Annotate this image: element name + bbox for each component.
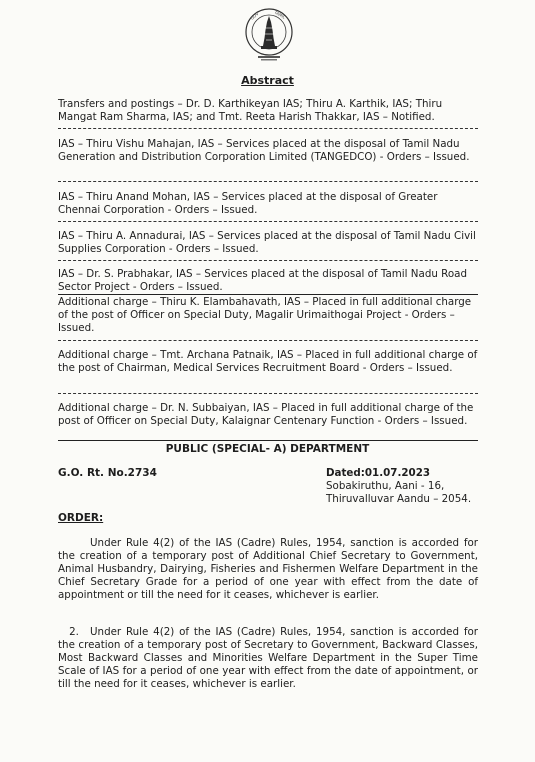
divider: [58, 260, 478, 261]
divider: [58, 340, 478, 341]
divider: [58, 221, 478, 222]
thiruvalluvar-year-line: Thiruvalluvar Aandu – 2054.: [326, 493, 472, 505]
divider: [58, 128, 478, 129]
order-paragraph-1: [58, 537, 478, 602]
tamil-nadu-emblem-icon: [244, 4, 294, 66]
paragraph-number: 2.: [69, 626, 79, 638]
order-paragraph-2: [58, 626, 478, 691]
tamil-date-line: Sobakiruthu, Aani - 16,: [326, 480, 445, 492]
divider: [58, 294, 478, 295]
paragraph-text: Under Rule 4(2) of the IAS (Cadre) Rules, 1954, sanction is accorded for the creation of a temporary post of Secretary to Government, Backward Classes, Most Backward Classes and Minorities Welfare Department in the Super Time Scale of IAS for a period of one year with effect from the date of appointment, or till the need for it ceases, whichever is earlier.: [58, 626, 478, 690]
abstract-item-7: Additional charge – Tmt. Archana Patnaik, IAS – Placed in full additional charge of the post of Chairman, Medical Services Recruitment Board - Orders – Issued.: [58, 349, 478, 374]
date-block: [326, 467, 471, 506]
abstract-item-1: Transfers and postings – Dr. D. Karthikeyan IAS; Thiru A. Karthik, IAS; Thiru Mangat Ram Sharma, IAS; and Tmt. Reeta Harish Thakkar, IAS – Notified.: [58, 98, 443, 123]
divider: [58, 393, 478, 394]
divider: [58, 181, 478, 182]
order-heading: ORDER:: [58, 512, 104, 524]
abstract-item-4: IAS – Thiru A. Annadurai, IAS – Services placed at the disposal of Tamil Nadu Civil Supplies Corporation - Orders – Issued.: [58, 230, 476, 255]
go-number: G.O. Rt. No.2734: [58, 467, 157, 479]
abstract-item-8: Additional charge – Dr. N. Subbaiyan, IAS – Placed in full additional charge of the post of Officer on Special Duty, Kalaignar Centenary Function - Orders – Issued.: [58, 402, 474, 427]
paragraph-text: Under Rule 4(2) of the IAS (Cadre) Rules, 1954, sanction is accorded for the creation of a temporary post of Additional Chief Secretary to Government, Animal Husbandry, Dairying, Fisheries and Fishermen Welfare Department in the Chief Secretary Grade for a period of one year with effect from the date of appointment or till the need for it ceases, whichever is earlier.: [58, 537, 478, 601]
svg-text:TAMIL: TAMIL: [273, 9, 287, 20]
abstract-item-6: Additional charge – Thiru K. Elambahavath, IAS – Placed in full additional charge of the post of Officer on Special Duty, Magalir Urimaithogai Project - Orders – Issued.: [58, 296, 472, 334]
abstract-item-5: IAS – Dr. S. Prabhakar, IAS – Services placed at the disposal of Tamil Nadu Road Sector Project - Orders – Issued.: [58, 268, 467, 293]
abstract-title: Abstract: [241, 74, 294, 87]
svg-text:GOV: GOV: [249, 11, 260, 21]
dated-line: Dated:01.07.2023: [326, 467, 431, 479]
abstract-item-2: IAS – Thiru Vishu Mahajan, IAS – Services placed at the disposal of Tamil Nadu Generation and Distribution Corporation Limited (TANGEDCO) - Orders – Issued.: [58, 138, 470, 163]
department-title: PUBLIC (SPECIAL- A) DEPARTMENT: [165, 443, 370, 455]
divider: [58, 440, 478, 441]
abstract-item-3: IAS – Thiru Anand Mohan, IAS – Services placed at the disposal of Greater Chennai Corporation - Orders – Issued.: [58, 191, 438, 216]
